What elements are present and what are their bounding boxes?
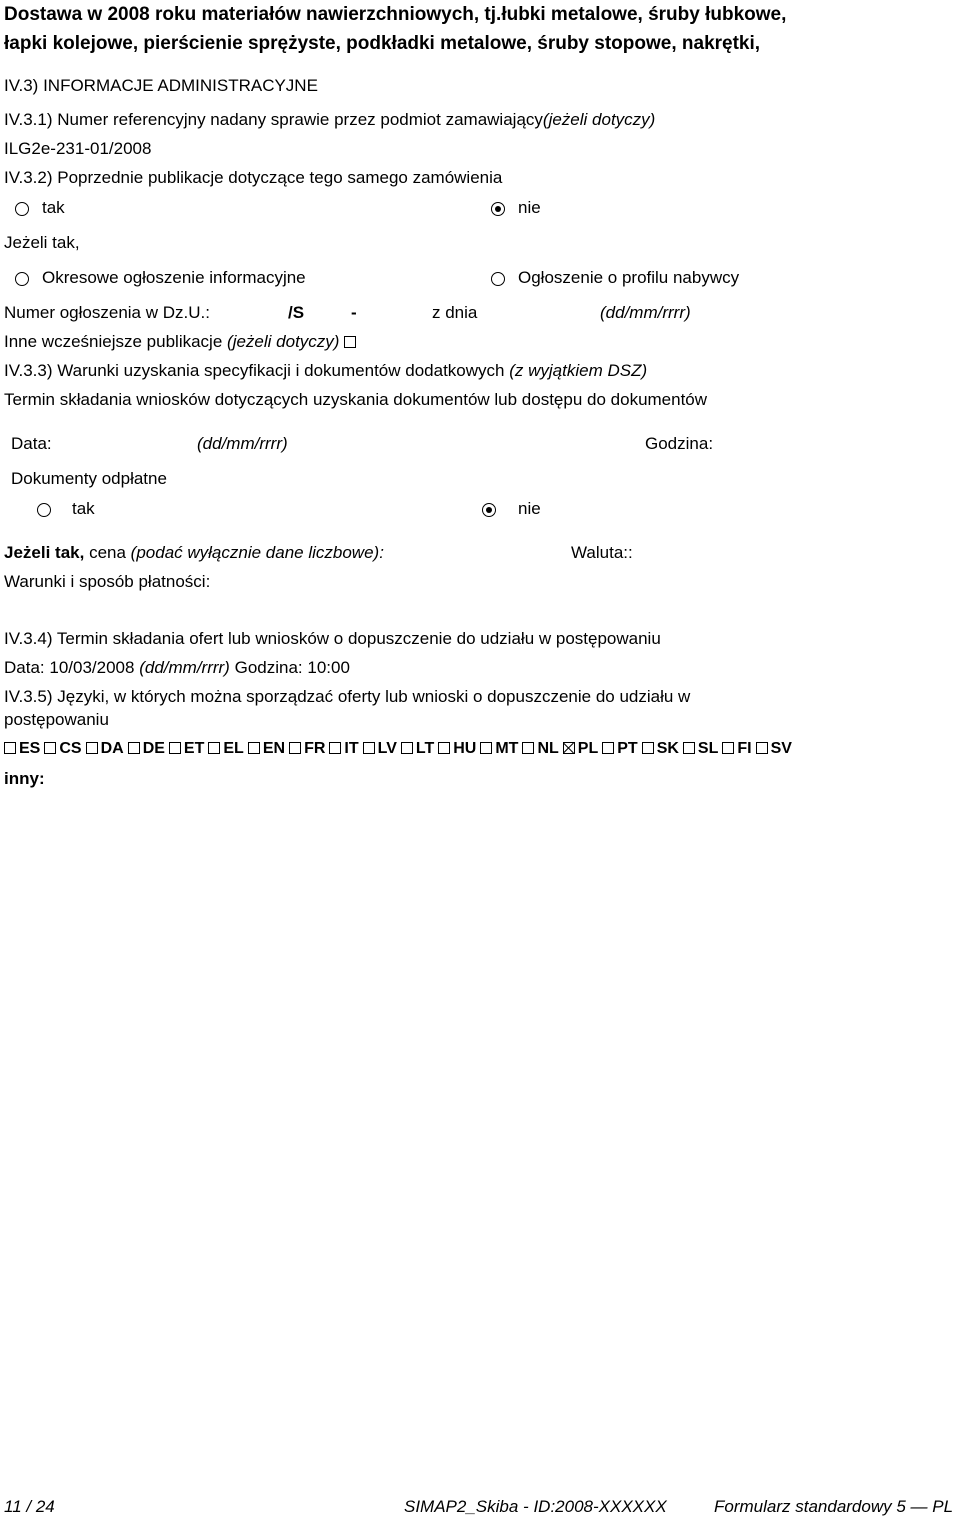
language-option-hu[interactable]	[438, 740, 476, 757]
s3-warunki: Warunki i sposób płatności:	[4, 572, 211, 591]
s3-cena-note: (podać wyłącznie dane liczbowe):	[130, 543, 384, 562]
checkbox-es[interactable]	[4, 742, 16, 754]
checkbox-fr[interactable]	[289, 742, 301, 754]
footer-page: 11 / 24	[4, 1497, 55, 1516]
language-option-lv[interactable]	[363, 740, 397, 757]
language-code-sk: SK	[656, 740, 679, 757]
checkbox-mt[interactable]	[480, 742, 492, 754]
language-option-sk[interactable]	[642, 740, 679, 757]
section-title: IV.3) INFORMACJE ADMINISTRACYJNE	[4, 76, 318, 95]
language-option-et[interactable]	[169, 740, 204, 757]
s2-date-format: (dd/mm/rrrr)	[600, 303, 691, 322]
checkbox-en[interactable]	[248, 742, 260, 754]
s3-data-label: Data:	[11, 434, 52, 453]
s4-date-format: (dd/mm/rrrr)	[139, 658, 230, 677]
language-checkboxes	[4, 739, 796, 759]
language-code-sl: SL	[697, 740, 719, 757]
s3-termin: Termin składania wniosków dotyczących uzyskania dokumentów lub dostępu do dokumentów	[4, 390, 708, 409]
checkbox-pt[interactable]	[602, 742, 614, 754]
document-title-line2: łapki kolejowe, pierścienie sprężyste, podkładki metalowe, śruby stopowe, nakrętki,	[4, 33, 761, 54]
s2-label-profil: Ogłoszenie o profilu nabywcy	[518, 268, 740, 287]
s4-values	[4, 658, 350, 678]
s2-inne-note: (jeżeli dotyczy)	[227, 332, 340, 351]
s1-note: (jeżeli dotyczy)	[542, 110, 656, 129]
s2-label-nie: nie	[518, 198, 541, 217]
s3-heading	[4, 361, 647, 381]
footer-id: SIMAP2_Skiba - ID:2008-XXXXXX	[404, 1497, 667, 1516]
s3-waluta: Waluta::	[571, 543, 633, 562]
checkbox-lv[interactable]	[363, 742, 375, 754]
document-title-line1: Dostawa w 2008 roku materiałów nawierzchniowych, tj.łubki metalowe, śruby łubkowe,	[4, 4, 787, 25]
s3-dokumenty: Dokumenty odpłatne	[11, 469, 167, 488]
s2-numer-sep1: /S	[288, 303, 305, 322]
language-option-nl[interactable]	[522, 740, 558, 757]
checkbox-lt[interactable]	[401, 742, 413, 754]
s3-note: (z wyjątkiem DSZ)	[509, 361, 648, 380]
s5-title-line1: IV.3.5) Języki, w których można sporządzać oferty lub wnioski o dopuszczenie do udziału w	[4, 687, 691, 706]
s3-radio-nie[interactable]	[482, 503, 496, 517]
language-code-sv: SV	[770, 740, 792, 757]
language-code-nl: NL	[537, 740, 559, 757]
s3-cena: cena	[89, 543, 126, 562]
s2-numer-label: Numer ogłoszenia w Dz.U.:	[4, 303, 210, 322]
s2-label-okresowe: Okresowe ogłoszenie informacyjne	[42, 268, 306, 287]
checkbox-sv[interactable]	[756, 742, 768, 754]
language-option-fi[interactable]	[722, 740, 751, 757]
language-code-en: EN	[262, 740, 286, 757]
language-code-el: EL	[223, 740, 244, 757]
language-code-mt: MT	[495, 740, 519, 757]
language-code-lv: LV	[377, 740, 397, 757]
s2-radio-okresowe[interactable]	[15, 272, 29, 286]
checkbox-sk[interactable]	[642, 742, 654, 754]
checkbox-cs[interactable]	[44, 742, 56, 754]
language-option-mt[interactable]	[480, 740, 518, 757]
s2-label-tak: tak	[42, 198, 65, 217]
s4-data-label: Data:	[4, 658, 45, 677]
language-option-el[interactable]	[208, 740, 243, 757]
language-code-et: ET	[183, 740, 205, 757]
s2-radio-nie[interactable]	[491, 202, 505, 216]
s5-title-line2: postępowaniu	[4, 710, 109, 729]
language-option-lt[interactable]	[401, 740, 434, 757]
s1-heading	[4, 110, 655, 130]
s4-godzina-label: Godzina:	[234, 658, 303, 677]
checkbox-de[interactable]	[128, 742, 140, 754]
s4-title: IV.3.4) Termin składania ofert lub wniosków o dopuszczenie do udziału w postępowaniu	[4, 629, 661, 648]
s2-inne-label: Inne wcześniejsze publikacje	[4, 332, 223, 351]
language-code-de: DE	[142, 740, 165, 757]
language-option-pl[interactable]	[563, 740, 598, 757]
s3-label-nie: nie	[518, 499, 541, 518]
checkbox-it[interactable]	[329, 742, 341, 754]
language-code-cs: CS	[59, 740, 82, 757]
language-code-fr: FR	[304, 740, 326, 757]
language-option-de[interactable]	[128, 740, 165, 757]
language-code-lt: LT	[415, 740, 435, 757]
language-option-es[interactable]	[4, 740, 40, 757]
language-option-sl[interactable]	[683, 740, 718, 757]
language-code-pl: PL	[577, 740, 599, 757]
s3-radio-tak[interactable]	[37, 503, 51, 517]
s2-inne-checkbox[interactable]	[344, 336, 356, 348]
s2-inne	[4, 332, 356, 352]
language-code-fi: FI	[737, 740, 752, 757]
language-option-pt[interactable]	[602, 740, 637, 757]
s2-title: IV.3.2) Poprzednie publikacje dotyczące tego samego zamówienia	[4, 168, 503, 187]
language-code-es: ES	[19, 740, 41, 757]
checkbox-hu[interactable]	[438, 742, 450, 754]
s3-title: IV.3.3) Warunki uzyskania specyfikacji i dokumentów dodatkowych	[4, 361, 505, 380]
language-option-fr[interactable]	[289, 740, 325, 757]
s3-label-tak: tak	[72, 499, 95, 518]
checkbox-pl[interactable]	[563, 742, 575, 754]
language-option-it[interactable]	[329, 740, 358, 757]
s3-cena-line	[4, 543, 384, 563]
s1-title: IV.3.1) Numer referencyjny nadany sprawie przez podmiot zamawiający	[4, 110, 543, 129]
checkbox-nl[interactable]	[522, 742, 534, 754]
s1-value: ILG2e-231-01/2008	[4, 139, 152, 158]
language-option-da[interactable]	[86, 740, 124, 757]
s2-z-dnia: z dnia	[432, 303, 478, 322]
s2-jezeli: Jeżeli tak,	[4, 233, 80, 252]
footer-form: Formularz standardowy 5 — PL	[714, 1497, 954, 1516]
language-option-cs[interactable]	[44, 740, 81, 757]
s2-numer-sep2: -	[351, 303, 357, 322]
checkbox-sl[interactable]	[683, 742, 695, 754]
language-code-da: DA	[100, 740, 124, 757]
language-code-it: IT	[344, 740, 359, 757]
checkbox-et[interactable]	[169, 742, 181, 754]
s3-godzina-label: Godzina:	[645, 434, 714, 453]
s4-data-value: 10/03/2008	[49, 658, 135, 677]
language-code-hu: HU	[453, 740, 477, 757]
language-code-pt: PT	[617, 740, 638, 757]
checkbox-da[interactable]	[86, 742, 98, 754]
s2-radio-profil[interactable]	[491, 272, 505, 286]
s3-date-format: (dd/mm/rrrr)	[197, 434, 288, 453]
s5-inny: inny:	[4, 769, 45, 788]
checkbox-el[interactable]	[208, 742, 220, 754]
s4-godzina-value: 10:00	[307, 658, 350, 677]
checkbox-fi[interactable]	[722, 742, 734, 754]
s3-jezeli: Jeżeli tak,	[4, 543, 85, 562]
language-option-sv[interactable]	[756, 740, 792, 757]
s2-radio-tak[interactable]	[15, 202, 29, 216]
language-option-en[interactable]	[248, 740, 285, 757]
